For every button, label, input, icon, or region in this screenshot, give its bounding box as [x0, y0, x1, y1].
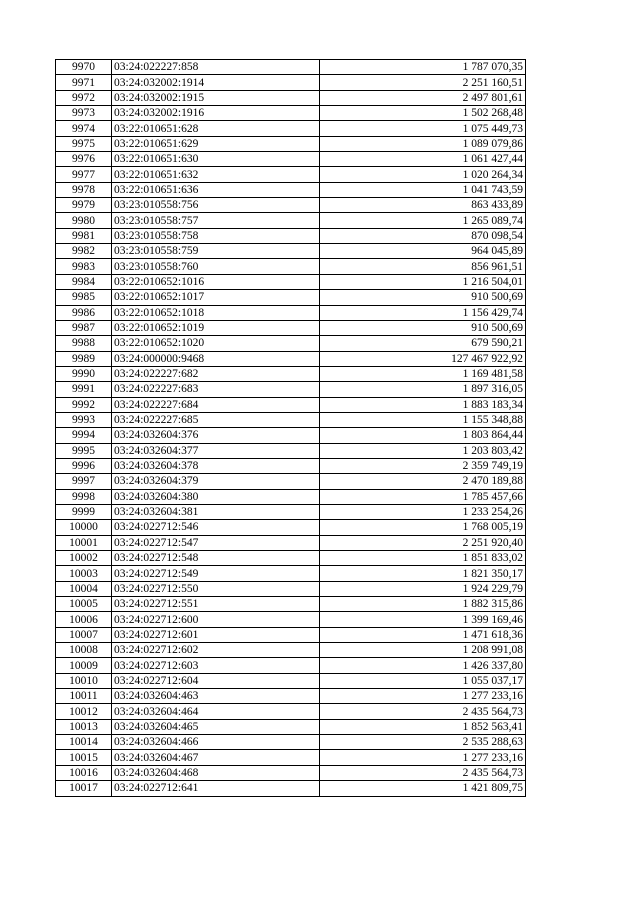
row-number-cell: 9985: [56, 290, 112, 305]
cadastral-number-cell: 03:22:010652:1017: [112, 290, 320, 305]
row-number-cell: 10006: [56, 612, 112, 627]
cadastral-value-cell: 1 399 169,46: [320, 612, 526, 627]
table-row: [56, 566, 526, 581]
cadastral-number-cell: 03:24:032604:464: [112, 704, 320, 719]
table-row: [56, 228, 526, 243]
row-number-cell: 9992: [56, 397, 112, 412]
cadastral-number-cell: 03:24:022712:547: [112, 535, 320, 550]
cadastral-number-cell: 03:22:010651:629: [112, 136, 320, 151]
cadastral-number-cell: 03:24:032002:1914: [112, 75, 320, 90]
cadastral-value-cell: 1 089 079,86: [320, 136, 526, 151]
cadastral-number-cell: 03:24:022712:550: [112, 581, 320, 596]
table-row: [56, 90, 526, 105]
table-row: [56, 336, 526, 351]
cadastral-number-cell: 03:24:022227:682: [112, 366, 320, 381]
table-row: [56, 627, 526, 642]
row-number-cell: 9993: [56, 412, 112, 427]
cadastral-value-cell: 1 785 457,66: [320, 489, 526, 504]
row-number-cell: 9983: [56, 259, 112, 274]
table-row: [56, 198, 526, 213]
cadastral-number-cell: 03:24:032604:378: [112, 458, 320, 473]
table-row: [56, 351, 526, 366]
cadastral-value-cell: 1 924 229,79: [320, 581, 526, 596]
cadastral-value-cell: 870 098,54: [320, 228, 526, 243]
row-number-cell: 9998: [56, 489, 112, 504]
table-row: [56, 382, 526, 397]
cadastral-number-cell: 03:22:010651:630: [112, 152, 320, 167]
cadastral-number-cell: 03:24:022712:602: [112, 643, 320, 658]
cadastral-value-cell: 1 787 070,35: [320, 60, 526, 75]
row-number-cell: 10015: [56, 750, 112, 765]
cadastral-value-cell: 127 467 922,92: [320, 351, 526, 366]
table-row: [56, 474, 526, 489]
table-row: [56, 152, 526, 167]
row-number-cell: 9978: [56, 182, 112, 197]
cadastral-number-cell: 03:24:000000:9468: [112, 351, 320, 366]
cadastral-number-cell: 03:24:022227:685: [112, 412, 320, 427]
row-number-cell: 9994: [56, 428, 112, 443]
row-number-cell: 9975: [56, 136, 112, 151]
cadastral-number-cell: 03:23:010558:758: [112, 228, 320, 243]
cadastral-value-cell: 1 426 337,80: [320, 658, 526, 673]
row-number-cell: 9984: [56, 274, 112, 289]
row-number-cell: 10009: [56, 658, 112, 673]
table-row: [56, 443, 526, 458]
cadastral-value-cell: 1 768 005,19: [320, 520, 526, 535]
table-row: [56, 689, 526, 704]
cadastral-value-cell: 2 497 801,61: [320, 90, 526, 105]
cadastral-number-cell: 03:24:032604:468: [112, 765, 320, 780]
cadastral-number-cell: 03:24:032604:381: [112, 504, 320, 519]
cadastral-number-cell: 03:24:032604:379: [112, 474, 320, 489]
table-row: [56, 274, 526, 289]
table-row: [56, 535, 526, 550]
row-number-cell: 10011: [56, 689, 112, 704]
cadastral-value-cell: 1 169 481,58: [320, 366, 526, 381]
table-row: [56, 244, 526, 259]
row-number-cell: 9973: [56, 106, 112, 121]
cadastral-number-cell: 03:23:010558:759: [112, 244, 320, 259]
row-number-cell: 10016: [56, 765, 112, 780]
cadastral-number-cell: 03:24:032604:377: [112, 443, 320, 458]
table-row: [56, 366, 526, 381]
cadastral-number-cell: 03:24:032002:1916: [112, 106, 320, 121]
cadastral-number-cell: 03:24:032604:467: [112, 750, 320, 765]
table-row: [56, 60, 526, 75]
cadastral-value-cell: 2 359 749,19: [320, 458, 526, 473]
table-row: [56, 121, 526, 136]
cadastral-value-cell: 1 803 864,44: [320, 428, 526, 443]
table-row: [56, 643, 526, 658]
table-row: [56, 458, 526, 473]
row-number-cell: 10012: [56, 704, 112, 719]
table-row: [56, 719, 526, 734]
row-number-cell: 9986: [56, 305, 112, 320]
table-row: [56, 182, 526, 197]
cadastral-value-cell: 2 251 160,51: [320, 75, 526, 90]
cadastral-value-cell: 910 500,69: [320, 320, 526, 335]
cadastral-value-cell: 1 852 563,41: [320, 719, 526, 734]
row-number-cell: 9979: [56, 198, 112, 213]
table-row: [56, 75, 526, 90]
row-number-cell: 10013: [56, 719, 112, 734]
cadastral-value-cell: 1 155 348,88: [320, 412, 526, 427]
row-number-cell: 9999: [56, 504, 112, 519]
cadastral-value-cell: 1 421 809,75: [320, 781, 526, 796]
cadastral-value-cell: 1 277 233,16: [320, 689, 526, 704]
table-row: [56, 489, 526, 504]
cadastral-number-cell: 03:24:032002:1915: [112, 90, 320, 105]
row-number-cell: 10004: [56, 581, 112, 596]
row-number-cell: 9971: [56, 75, 112, 90]
cadastral-number-cell: 03:24:022712:546: [112, 520, 320, 535]
cadastral-number-cell: 03:22:010651:636: [112, 182, 320, 197]
row-number-cell: 10002: [56, 551, 112, 566]
row-number-cell: 9976: [56, 152, 112, 167]
cadastral-value-cell: 863 433,89: [320, 198, 526, 213]
table-row: [56, 397, 526, 412]
cadastral-number-cell: 03:24:022712:549: [112, 566, 320, 581]
table-row: [56, 428, 526, 443]
cadastral-value-cell: 2 470 189,88: [320, 474, 526, 489]
table-row: [56, 750, 526, 765]
cadastral-value-cell: 1 075 449,73: [320, 121, 526, 136]
cadastral-number-cell: 03:23:010558:757: [112, 213, 320, 228]
cadastral-number-cell: 03:23:010558:760: [112, 259, 320, 274]
table-row: [56, 136, 526, 151]
table-row: [56, 612, 526, 627]
cadastral-value-cell: 1 277 233,16: [320, 750, 526, 765]
row-number-cell: 10007: [56, 627, 112, 642]
table-row: [56, 735, 526, 750]
table-body: [56, 60, 526, 797]
cadastral-value-cell: 2 535 288,63: [320, 735, 526, 750]
cadastral-value-cell: 1 821 350,17: [320, 566, 526, 581]
cadastral-number-cell: 03:24:032604:380: [112, 489, 320, 504]
cadastral-value-cell: 910 500,69: [320, 290, 526, 305]
cadastral-value-table: [55, 59, 526, 797]
table-row: [56, 167, 526, 182]
cadastral-number-cell: 03:24:022712:551: [112, 597, 320, 612]
table-row: [56, 305, 526, 320]
table-row: [56, 597, 526, 612]
row-number-cell: 10001: [56, 535, 112, 550]
cadastral-number-cell: 03:24:022227:684: [112, 397, 320, 412]
row-number-cell: 9974: [56, 121, 112, 136]
cadastral-number-cell: 03:24:032604:466: [112, 735, 320, 750]
row-number-cell: 9972: [56, 90, 112, 105]
row-number-cell: 9991: [56, 382, 112, 397]
table-row: [56, 259, 526, 274]
row-number-cell: 9988: [56, 336, 112, 351]
table-row: [56, 658, 526, 673]
row-number-cell: 10010: [56, 673, 112, 688]
table-row: [56, 673, 526, 688]
cadastral-number-cell: 03:24:022712:603: [112, 658, 320, 673]
cadastral-number-cell: 03:22:010651:632: [112, 167, 320, 182]
cadastral-value-cell: 1 265 089,74: [320, 213, 526, 228]
cadastral-value-cell: 2 435 564,73: [320, 765, 526, 780]
row-number-cell: 9970: [56, 60, 112, 75]
table-row: [56, 106, 526, 121]
row-number-cell: 10005: [56, 597, 112, 612]
row-number-cell: 9990: [56, 366, 112, 381]
row-number-cell: 9989: [56, 351, 112, 366]
cadastral-number-cell: 03:24:022712:604: [112, 673, 320, 688]
table-row: [56, 781, 526, 796]
cadastral-value-cell: 1 020 264,34: [320, 167, 526, 182]
row-number-cell: 9995: [56, 443, 112, 458]
cadastral-number-cell: 03:22:010652:1019: [112, 320, 320, 335]
row-number-cell: 9980: [56, 213, 112, 228]
table-row: [56, 581, 526, 596]
cadastral-number-cell: 03:23:010558:756: [112, 198, 320, 213]
cadastral-number-cell: 03:24:022712:600: [112, 612, 320, 627]
cadastral-value-cell: 2 251 920,40: [320, 535, 526, 550]
cadastral-number-cell: 03:24:032604:465: [112, 719, 320, 734]
cadastral-value-cell: 2 435 564,73: [320, 704, 526, 719]
table-row: [56, 551, 526, 566]
cadastral-value-cell: 1 055 037,17: [320, 673, 526, 688]
cadastral-number-cell: 03:22:010652:1018: [112, 305, 320, 320]
cadastral-value-cell: 1 156 429,74: [320, 305, 526, 320]
cadastral-value-cell: 964 045,89: [320, 244, 526, 259]
cadastral-value-cell: 1 203 803,42: [320, 443, 526, 458]
cadastral-number-cell: 03:24:022712:641: [112, 781, 320, 796]
cadastral-number-cell: 03:24:022227:683: [112, 382, 320, 397]
cadastral-value-cell: 1 897 316,05: [320, 382, 526, 397]
table-row: [56, 520, 526, 535]
row-number-cell: 9987: [56, 320, 112, 335]
cadastral-value-cell: 1 233 254,26: [320, 504, 526, 519]
cadastral-value-cell: 1 216 504,01: [320, 274, 526, 289]
row-number-cell: 9996: [56, 458, 112, 473]
table-row: [56, 765, 526, 780]
table-row: [56, 704, 526, 719]
cadastral-number-cell: 03:24:022712:548: [112, 551, 320, 566]
cadastral-value-cell: 1 471 618,36: [320, 627, 526, 642]
cadastral-value-cell: 856 961,51: [320, 259, 526, 274]
row-number-cell: 10000: [56, 520, 112, 535]
cadastral-value-cell: 1 061 427,44: [320, 152, 526, 167]
cadastral-value-cell: 1 851 833,02: [320, 551, 526, 566]
cadastral-number-cell: 03:24:022227:858: [112, 60, 320, 75]
cadastral-number-cell: 03:24:022712:601: [112, 627, 320, 642]
cadastral-value-cell: 1 502 268,48: [320, 106, 526, 121]
row-number-cell: 9981: [56, 228, 112, 243]
cadastral-number-cell: 03:24:032604:376: [112, 428, 320, 443]
cadastral-value-cell: 1 041 743,59: [320, 182, 526, 197]
row-number-cell: 9982: [56, 244, 112, 259]
table-row: [56, 504, 526, 519]
row-number-cell: 10014: [56, 735, 112, 750]
cadastral-value-cell: 1 883 183,34: [320, 397, 526, 412]
table-row: [56, 320, 526, 335]
row-number-cell: 9977: [56, 167, 112, 182]
cadastral-number-cell: 03:22:010652:1016: [112, 274, 320, 289]
cadastral-number-cell: 03:24:032604:463: [112, 689, 320, 704]
row-number-cell: 10017: [56, 781, 112, 796]
cadastral-value-cell: 1 882 315,86: [320, 597, 526, 612]
row-number-cell: 10008: [56, 643, 112, 658]
cadastral-number-cell: 03:22:010651:628: [112, 121, 320, 136]
cadastral-value-cell: 1 208 991,08: [320, 643, 526, 658]
row-number-cell: 9997: [56, 474, 112, 489]
table-row: [56, 412, 526, 427]
table-row: [56, 213, 526, 228]
cadastral-value-cell: 679 590,21: [320, 336, 526, 351]
table-row: [56, 290, 526, 305]
row-number-cell: 10003: [56, 566, 112, 581]
cadastral-number-cell: 03:22:010652:1020: [112, 336, 320, 351]
